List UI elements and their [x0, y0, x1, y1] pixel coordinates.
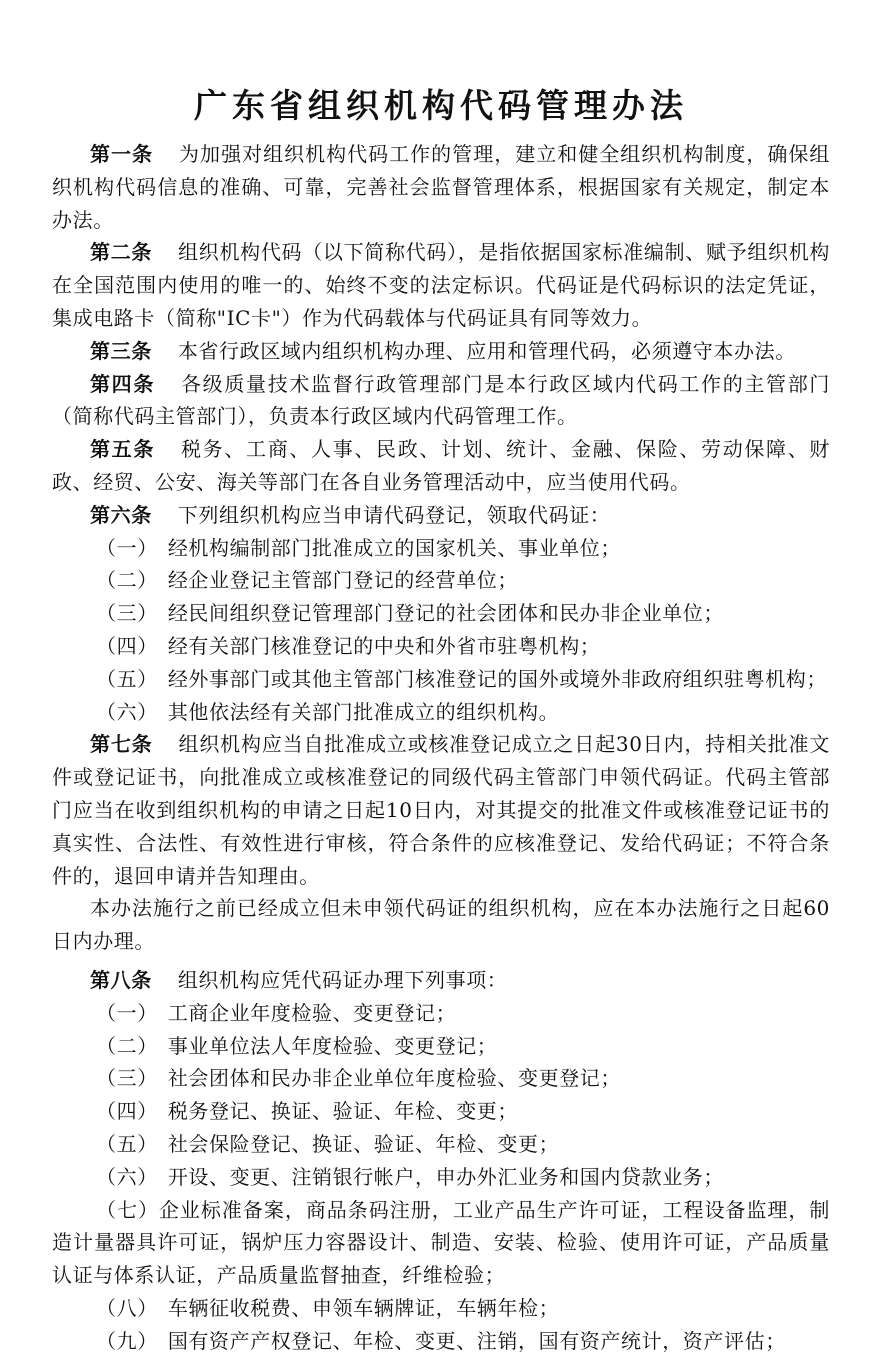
- item-number: （三）: [96, 1066, 158, 1091]
- article-text: 组织机构应当自批准成立或核准登记成立之日起30日内，持相关批准文件或登记证书，向批准成立或核准登记的同级代码主管部门申领代码证。代码主管部门应当在收到组织机构的申请之日起10日内，对其提交的批准文件或核准登记证书的真实性、合法性、有效性进行审核，符合条件的应核准登记、发给代码证；不符合条件的，退回申请并告知理由。: [52, 732, 830, 888]
- list-item: [52, 663, 830, 696]
- list-item: [52, 1161, 830, 1194]
- list-item: [52, 1194, 830, 1292]
- item-text: 工商企业年度检验、变更登记；: [167, 1000, 457, 1025]
- article-text: 组织机构代码（以下简称代码），是指依据国家标准编制、赋予组织机构在全国范围内使用的唯一的、始终不变的法定标识。代码证是代码标识的法定凭证，集成电路卡（简称"IC卡"）作为代码载体与代码证具有同等效力。: [52, 240, 830, 330]
- article-number: 第四条: [90, 371, 156, 396]
- item-text: 经民间组织登记管理部门登记的社会团体和民办非企业单位；: [167, 601, 725, 626]
- article-5: [52, 433, 830, 499]
- list-item: [52, 564, 830, 597]
- article-8: [52, 964, 830, 997]
- article-3: [52, 335, 830, 368]
- article-2: [52, 236, 830, 334]
- article-text: 为加强对组织机构代码工作的管理，建立和健全组织机构制度，确保组织机构代码信息的准确、可靠，完善社会监督管理体系，根据国家有关规定，制定本办法。: [52, 142, 830, 232]
- item-text: 经机构编制部门批准成立的国家机关、事业单位；: [167, 535, 622, 560]
- article-7-paragraph-2: 本办法施行之前已经成立但未申领代码证的组织机构，应在本办法施行之日起60日内办理。: [52, 896, 830, 954]
- document-title: 广东省组织机构代码管理办法: [194, 86, 688, 125]
- item-number: （六）: [96, 1164, 158, 1189]
- item-text: 其他依法经有关部门批准成立的组织机构。: [167, 699, 560, 724]
- list-item: [52, 997, 830, 1030]
- item-text: 事业单位法人年度检验、变更登记；: [167, 1033, 498, 1058]
- article-number: 第五条: [90, 437, 156, 462]
- item-text: 经有关部门核准登记的中央和外省市驻粤机构；: [167, 633, 601, 658]
- item-text: 经企业登记主管部门登记的经营单位；: [167, 568, 519, 593]
- list-item: [52, 1325, 830, 1357]
- item-number: （八）: [96, 1295, 158, 1320]
- article-number: 第七条: [90, 732, 153, 757]
- item-number: （二）: [96, 568, 158, 593]
- article-number: 第二条: [90, 240, 153, 265]
- item-text: 国有资产产权登记、年检、变更、注销，国有资产统计，资产评估；: [167, 1328, 786, 1353]
- article-text: 税务、工商、人事、民政、计划、统计、金融、保险、劳动保障、财政、经贸、公安、海关等部门在各自业务管理活动中，应当使用代码。: [52, 437, 830, 494]
- list-item: [52, 1128, 830, 1161]
- article-text: 各级质量技术监督行政管理部门是本行政区域内代码工作的主管部门（简称代码主管部门），负责本行政区域内代码管理工作。: [52, 371, 830, 429]
- article-text: 本省行政区域内组织机构办理、应用和管理代码，必须遵守本办法。: [177, 338, 796, 363]
- article-number: 第三条: [90, 338, 152, 363]
- item-number: （一）: [96, 535, 158, 560]
- item-number: （三）: [96, 601, 158, 626]
- article-7: [52, 728, 830, 892]
- item-number: （七）: [96, 1197, 159, 1222]
- item-number: （六）: [96, 699, 158, 724]
- list-item: [52, 532, 830, 565]
- article-number: 第六条: [90, 502, 152, 527]
- article-text: 组织机构应凭代码证办理下列事项：: [177, 967, 508, 992]
- article-text: 下列组织机构应当申请代码登记，领取代码证：: [177, 502, 611, 527]
- article-1: [52, 138, 830, 236]
- list-item: [52, 1030, 830, 1063]
- item-text: 社会保险登记、换证、验证、年检、变更；: [167, 1131, 560, 1156]
- article-6: [52, 499, 830, 532]
- list-item: [52, 630, 830, 663]
- item-number: （五）: [96, 666, 158, 691]
- article-number: 第八条: [90, 967, 152, 992]
- item-text: 企业标准备案，商品条码注册，工业产品生产许可证，工程设备监理，制造计量器具许可证，锅炉压力容器设计、制造、安装、检验、使用许可证，产品质量认证与体系认证，产品质量监督抽查，纤维检验；: [52, 1197, 830, 1288]
- item-number: （五）: [96, 1131, 158, 1156]
- item-text: 社会团体和民办非企业单位年度检验、变更登记；: [167, 1066, 622, 1091]
- item-text: 税务登记、换证、验证、年检、变更；: [167, 1099, 519, 1124]
- item-number: （二）: [96, 1033, 158, 1058]
- list-item: [52, 1062, 830, 1095]
- item-text: 开设、变更、注销银行帐户，申办外汇业务和国内贷款业务；: [167, 1164, 725, 1189]
- article-4: [52, 368, 830, 434]
- item-number: （四）: [96, 633, 158, 658]
- item-text: 车辆征收税费、申领车辆牌证，车辆年检；: [167, 1295, 560, 1320]
- item-text: 经外事部门或其他主管部门核准登记的国外或境外非政府组织驻粤机构；: [167, 666, 828, 691]
- item-number: （九）: [96, 1328, 158, 1353]
- list-item: [52, 696, 830, 729]
- item-number: （一）: [96, 1000, 158, 1025]
- list-item: [52, 597, 830, 630]
- article-number: 第一条: [90, 142, 154, 166]
- list-item: [52, 1095, 830, 1128]
- item-number: （四）: [96, 1099, 158, 1124]
- list-item: [52, 1292, 830, 1325]
